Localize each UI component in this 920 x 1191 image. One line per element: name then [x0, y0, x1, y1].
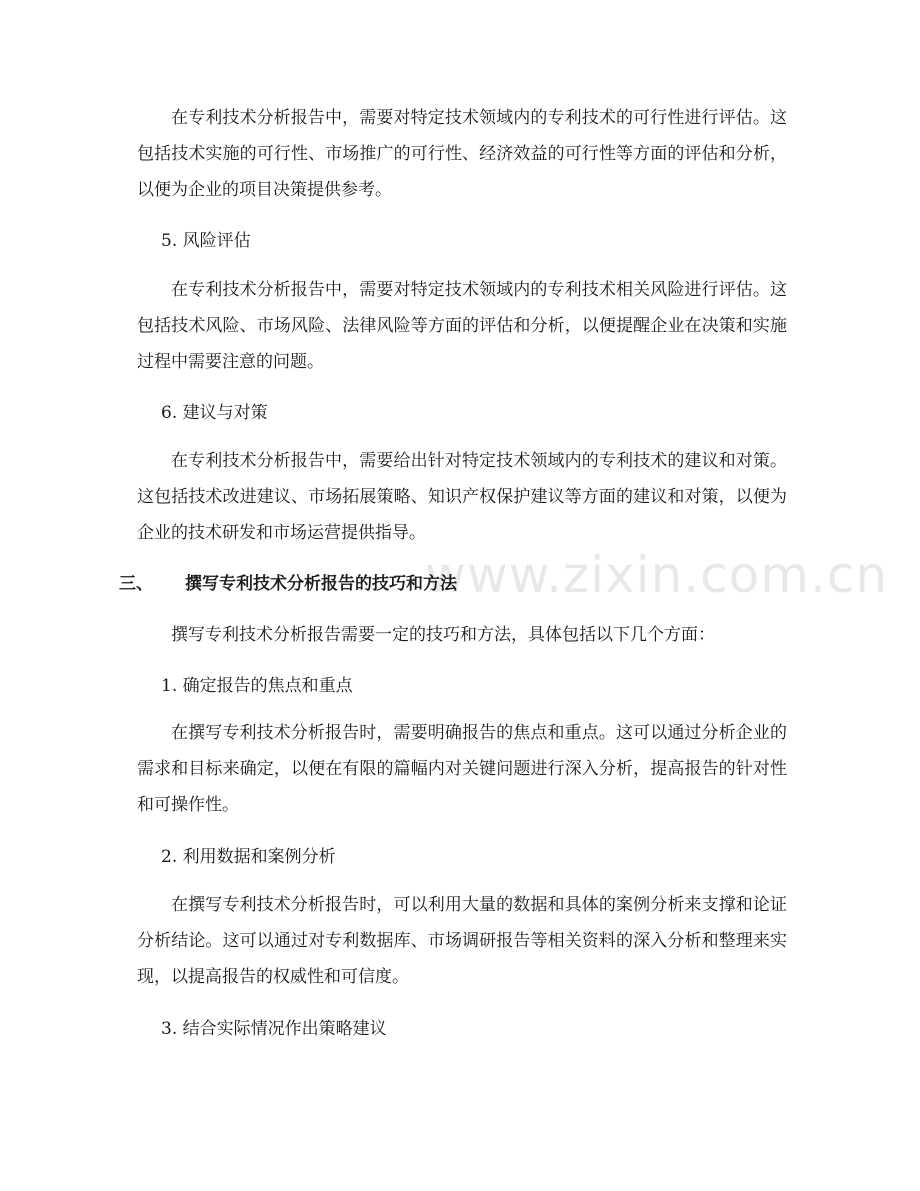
paragraph-focus: 在撰写专利技术分析报告时，需要明确报告的焦点和重点。这可以通过分析企业的需求和目标来确定，以便在有限的篇幅内对关键问题进行深入分析，提高报告的针对性和可操作性。: [137, 723, 787, 815]
section-title: 撰写专利技术分析报告的技巧和方法: [185, 574, 457, 594]
item-heading-data-cases: 2. 利用数据和案例分析: [161, 847, 336, 867]
intro-section: [137, 617, 787, 653]
paragraph-feasibility: 在专利技术分析报告中，需要对特定技术领域内的专利技术的可行性进行评估。这包括技术实施的可行性、市场推广的可行性、经济效益的可行性等方面的评估和分析，以便为企业的项目决策提供参考。: [137, 108, 787, 200]
tip2-heading-block: [137, 839, 787, 875]
paragraph-risk: 在专利技术分析报告中，需要对特定技术领域内的专利技术相关风险进行评估。这包括技术风险、市场风险、法律风险等方面的评估和分析，以便提醒企业在决策和实施过程中需要注意的问题。: [137, 280, 787, 372]
paragraph-intro: 撰写专利技术分析报告需要一定的技巧和方法，具体包括以下几个方面：: [171, 625, 715, 645]
tip2-section: [137, 887, 787, 995]
item-heading-focus: 1. 确定报告的焦点和重点: [161, 676, 353, 696]
advice-heading-block: [137, 395, 787, 431]
watermark: www.zixin.com.cn: [425, 546, 889, 604]
tip3-heading-block: [137, 1011, 787, 1047]
risk-heading-block: [137, 223, 787, 259]
tip1-heading-block: [137, 668, 787, 704]
section-heading-3: [119, 566, 457, 602]
item-heading-risk-assessment: 5. 风险评估: [161, 231, 251, 251]
paragraph-data-cases: 在撰写专利技术分析报告时，可以利用大量的数据和具体的案例分析来支撑和论证分析结论。这可以通过对专利数据库、市场调研报告等相关资料的深入分析和整理来实现，以提高报告的权威性和可信度。: [137, 895, 787, 987]
tip1-section: [137, 715, 787, 823]
section-number: 三、: [119, 574, 153, 594]
feasibility-section: [137, 100, 787, 208]
risk-section: [137, 272, 787, 380]
paragraph-advice: 在专利技术分析报告中，需要给出针对特定技术领域内的专利技术的建议和对策。这包括技术改进建议、市场拓展策略、知识产权保护建议等方面的建议和对策，以便为企业的技术研发和市场运营提供指导。: [137, 451, 787, 543]
item-heading-advice: 6. 建议与对策: [161, 403, 268, 423]
item-heading-strategy: 3. 结合实际情况作出策略建议: [161, 1019, 387, 1039]
advice-section: [137, 443, 787, 551]
